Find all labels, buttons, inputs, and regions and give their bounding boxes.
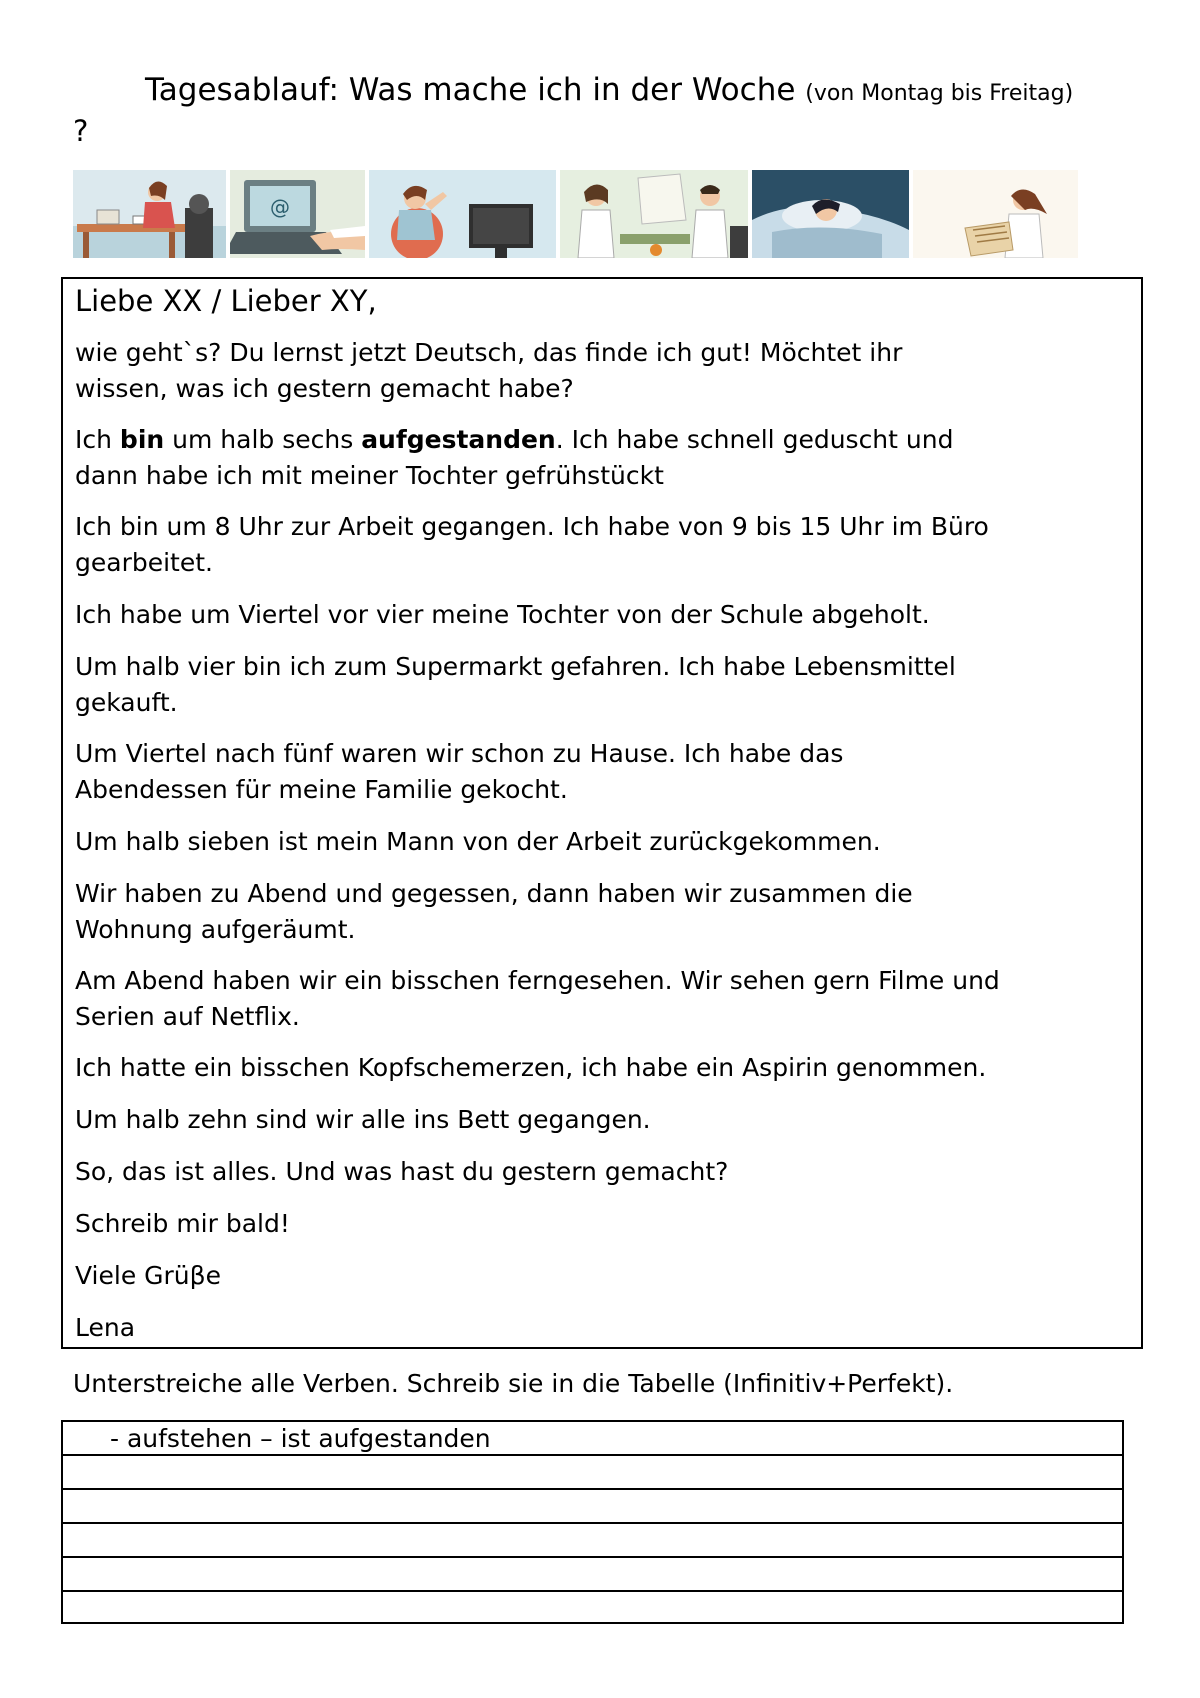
letter-text: um halb sechs [164,425,362,454]
letter-paragraph-9 [75,963,1135,1035]
letter-line: wissen, was ich gestern gemacht habe? [75,374,574,403]
laptop-email-illustration [230,170,365,258]
letter-paragraph-11: Um halb zehn sind wir alle ins Bett gegangen. [75,1105,651,1134]
woman-reading-illustration [913,170,1078,258]
letter-paragraph-2 [75,422,1135,494]
table-row[interactable] [63,1524,1122,1558]
title-question-mark: ? [73,114,89,148]
letter-text: . Ich habe schnell geduscht und [555,425,954,454]
table-row[interactable] [63,1558,1122,1592]
letter-paragraph-4: Ich habe um Viertel vor vier meine Tochter von der Schule abgeholt. [75,600,930,629]
letter-paragraph-7: Um halb sieben ist mein Mann von der Arbeit zurückgekommen. [75,827,881,856]
letter-text: Ich [75,425,120,454]
bold-verb-aufgestanden: aufgestanden [361,425,556,454]
letter-line: gekauft. [75,688,178,717]
letter-line: Serien auf Netflix. [75,1002,300,1031]
letter-paragraph-12: So, das ist alles. Und was hast du gestern gemacht? [75,1157,729,1186]
svg-text:@: @ [270,195,290,219]
letter-line: Am Abend haben wir ein bisschen ferngesehen. Wir sehen gern Filme und [75,966,1000,995]
table-row[interactable] [63,1490,1122,1524]
illustration-strip [73,170,1083,258]
title-subtitle: (von Montag bis Freitag) [805,81,1074,106]
letter-line [75,422,1135,458]
letter-paragraph-8 [75,876,1135,948]
letter-paragraph-6 [75,736,1135,808]
letter-paragraph-3 [75,509,1135,581]
woman-at-desk-illustration [73,170,226,258]
woman-sleeping-illustration [752,170,909,258]
page-title [145,70,1145,114]
letter-signature: Lena [75,1313,136,1342]
letter-line: Wir haben zu Abend und gegessen, dann haben wir zusammen die [75,879,913,908]
letter-greeting: Viele Grüβe [75,1261,221,1290]
letter-line: Wohnung aufgeräumt. [75,915,356,944]
letter-line: Um halb vier bin ich zum Supermarkt gefahren. Ich habe Lebensmittel [75,652,956,681]
letter-line: Um Viertel nach fünf waren wir schon zu Hause. Ich habe das [75,739,844,768]
woman-relaxing-at-computer-illustration [369,170,556,258]
letter-paragraph-10: Ich hatte ein bisschen Kopfschemerzen, ich habe ein Aspirin genommen. [75,1053,987,1082]
table-row[interactable] [63,1592,1122,1626]
table-row[interactable] [63,1456,1122,1490]
letter-salutation: Liebe XX / Lieber XY, [75,284,377,318]
letter-paragraph-5 [75,649,1135,721]
table-row-text: - aufstehen – ist aufgestanden [110,1424,491,1453]
letter-box [61,277,1143,1349]
letter-line: Ich bin um 8 Uhr zur Arbeit gegangen. Ich habe von 9 bis 15 Uhr im Büro [75,512,989,541]
answer-table [61,1420,1124,1624]
letter-line: wie geht`s? Du lernst jetzt Deutsch, das finde ich gut! Möchtet ihr [75,338,903,367]
office-coworkers-illustration [560,170,748,258]
letter-line: Abendessen für meine Familie gekocht. [75,775,568,804]
bold-verb-bin: bin [119,425,165,454]
letter-closing-request: Schreib mir bald! [75,1209,290,1238]
exercise-instruction: Unterstreiche alle Verben. Schreib sie in die Tabelle (Infinitiv+Perfekt). [73,1369,954,1398]
letter-paragraph-1 [75,335,1135,407]
title-main: Tagesablauf: Was mache ich in der Woche [145,72,806,108]
letter-line: gearbeitet. [75,548,213,577]
table-row[interactable] [63,1422,1122,1456]
letter-line: dann habe ich mit meiner Tochter gefrühstückt [75,461,664,490]
